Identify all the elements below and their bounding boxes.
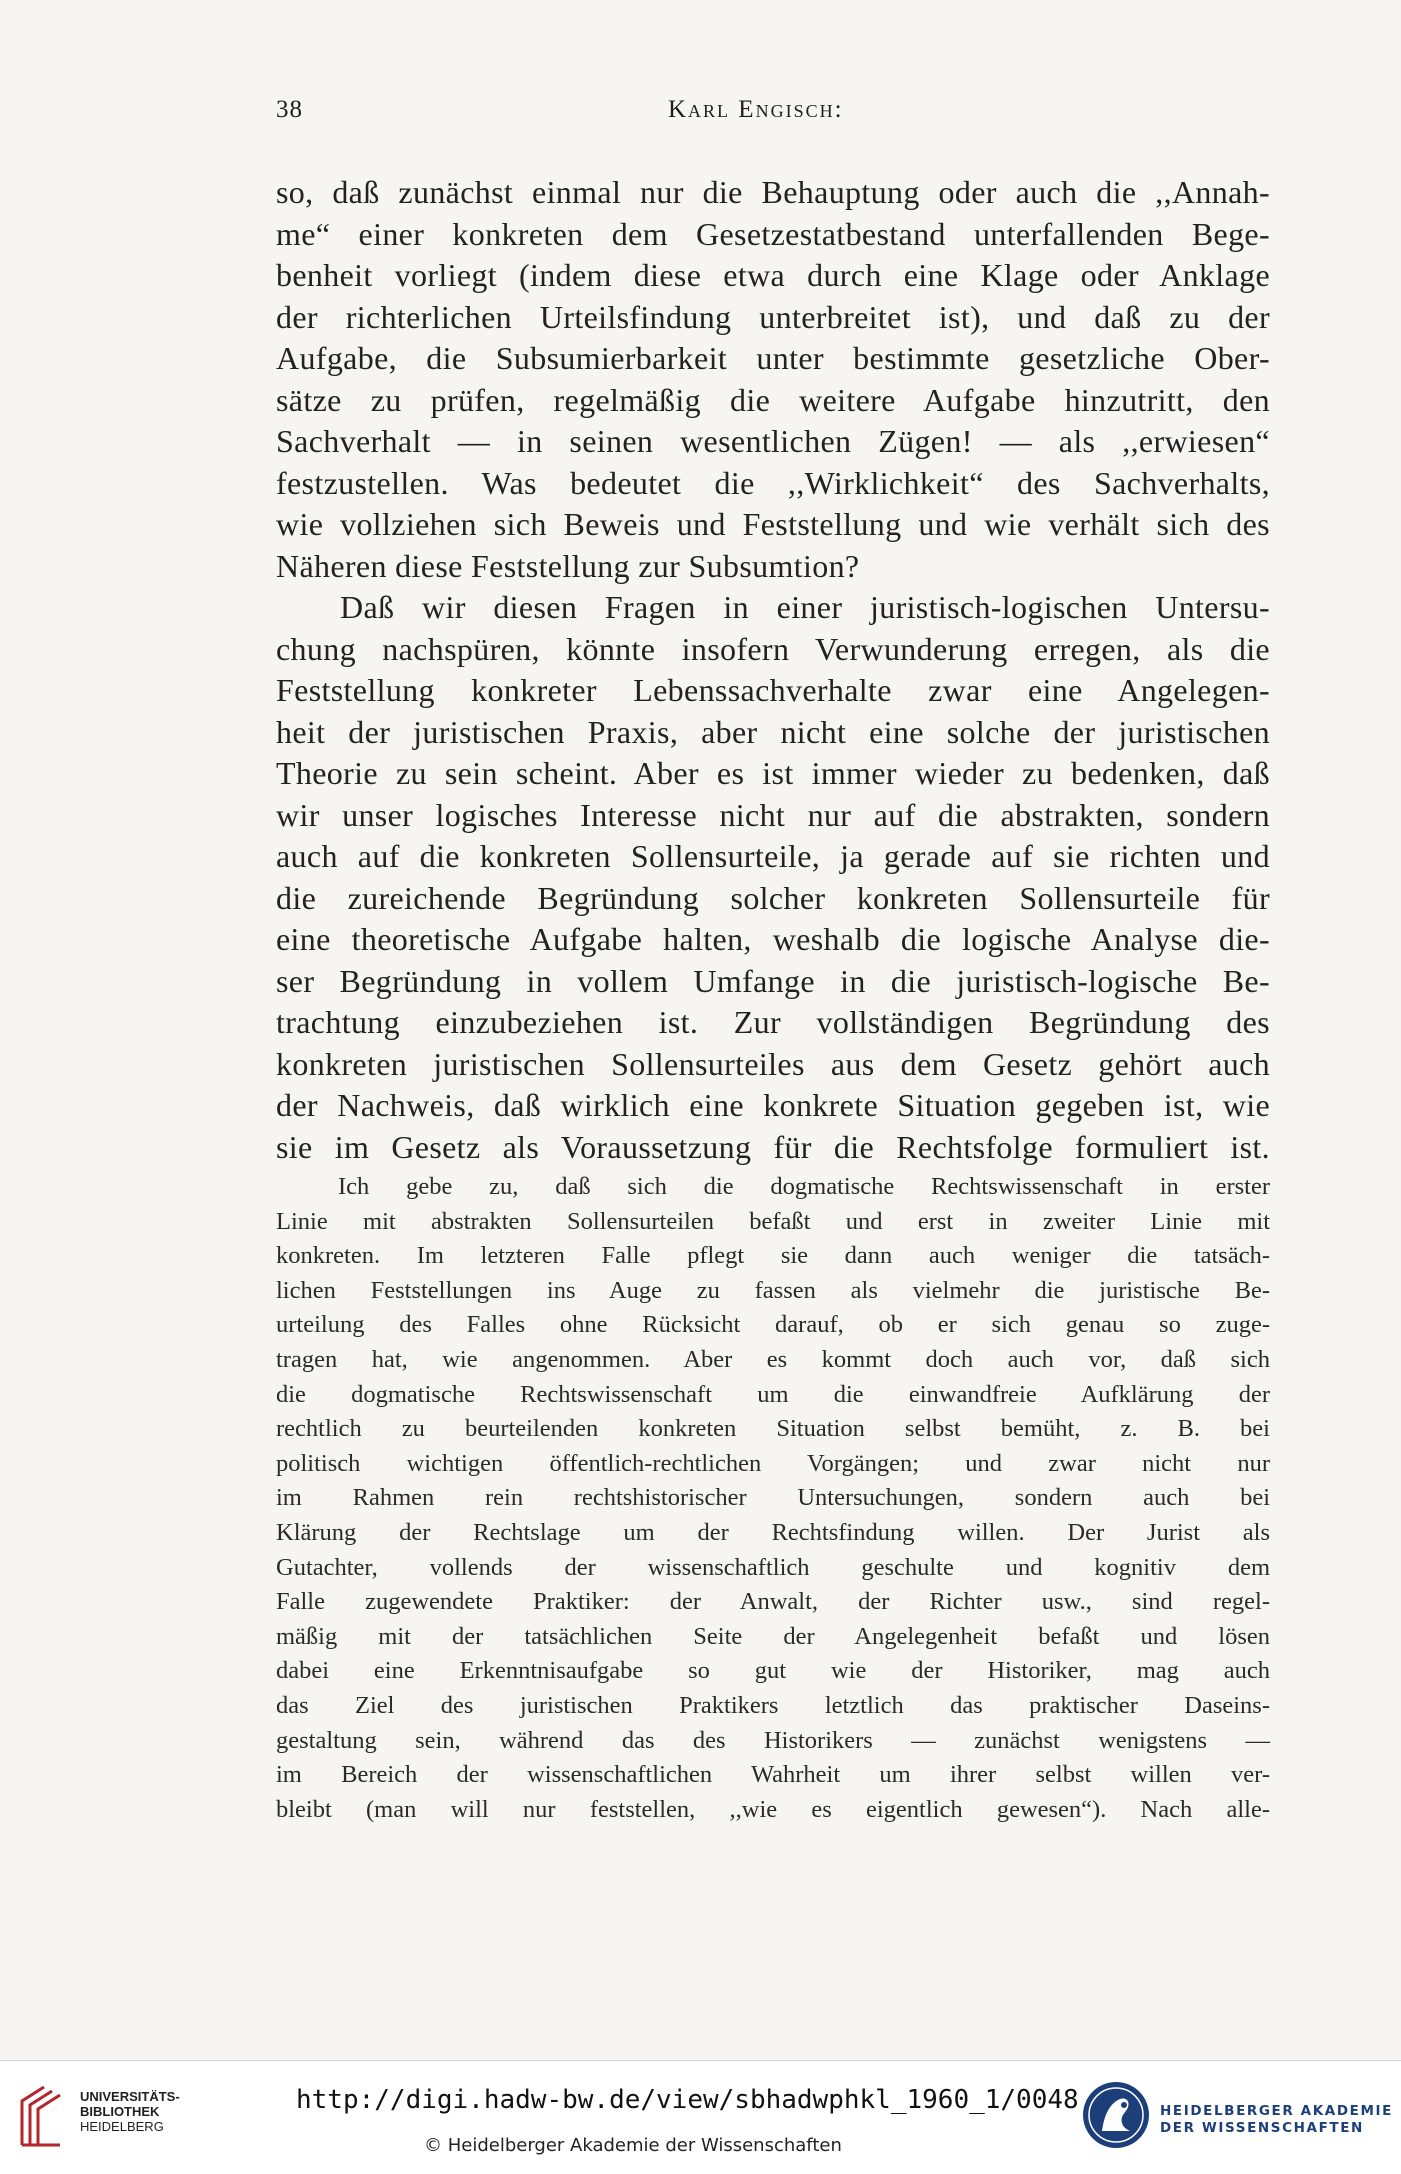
footnote-line: Ich gebe zu, daß sich die dogmatische Rechtswissenschaft in erster [338, 1173, 1270, 1200]
academy-line: HEIDELBERGER AKADEMIE [1160, 2103, 1393, 2119]
text-line: die zureichende Begründung solcher konkreten Sollensurteile für [276, 879, 1270, 916]
footnote-line: dabei eine Erkenntnisaufgabe so gut wie der Historiker, mag auch [276, 1657, 1270, 1685]
footnote-line: Linie mit abstrakten Sollensurteilen befaßt und erst in zweiter Linie mit [276, 1207, 1270, 1235]
page-header [276, 96, 1270, 136]
footnote-line: Gutachter, vollends der wissenschaftlich geschulte und kognitiv dem [276, 1553, 1270, 1581]
academy-seal-icon[interactable] [1080, 2075, 1152, 2155]
text-line: so, daß zunächst einmal nur die Behauptung oder auch die ,,Annah- [276, 174, 1270, 210]
text-line: der richterlichen Urteilsfindung unterbreitet ist), und daß zu der [276, 298, 1270, 335]
footnote-line: gestaltung sein, während das des Historikers — zunächst wenigstens — [276, 1726, 1270, 1754]
text-line: konkreten juristischen Sollensurteiles aus dem Gesetz gehört auch [276, 1045, 1270, 1082]
text-line: auch auf die konkreten Sollensurteile, ja gerade auf sie richten und [276, 838, 1270, 874]
text-line: wie vollziehen sich Beweis und Feststellung und wie verhält sich des [276, 506, 1270, 542]
academy-line: DER WISSENSCHAFTEN [1160, 2120, 1364, 2136]
text-line: chung nachspüren, könnte insofern Verwunderung erregen, als die [276, 630, 1270, 667]
footnote-line: Falle zugewendete Praktiker: der Anwalt, der Richter usw., sind regel- [276, 1588, 1270, 1616]
ub-line: BIBLIOTHEK [80, 2104, 160, 2119]
text-line: trachtung einzubeziehen ist. Zur vollständigen Begründung des [276, 1004, 1270, 1040]
footnote-line: Klärung der Rechtslage um der Rechtsfindung willen. Der Jurist als [276, 1518, 1270, 1546]
text-line: festzustellen. Was bedeutet die ,,Wirklichkeit“ des Sachverhalts, [276, 464, 1270, 501]
main-text [276, 172, 1270, 1168]
footnote-line: mäßig mit der tatsächlichen Seite der Angelegenheit befaßt und lösen [276, 1622, 1270, 1650]
footnote-line: politisch wichtigen öffentlich-rechtlichen Vorgängen; und zwar nicht nur [276, 1449, 1270, 1477]
text-line: wir unser logisches Interesse nicht nur auf die abstrakten, sondern [276, 796, 1270, 833]
text-line: Theorie zu sein scheint. Aber es ist immer wieder zu bedenken, daß [276, 755, 1270, 791]
text-line: Sachverhalt — in seinen wesentlichen Zügen! — als ,,erwiesen“ [276, 423, 1270, 459]
footnote-line: urteilung des Falles ohne Rücksicht darauf, ob er sich genau so zuge- [276, 1311, 1270, 1339]
university-library-logo-icon[interactable] [14, 2079, 68, 2149]
text-line: Daß wir diesen Fragen in einer juristisch-logischen Untersu- [340, 589, 1270, 625]
text-line: sie im Gesetz als Voraussetzung für die Rechtsfolge formuliert ist. [276, 1128, 1270, 1165]
footnote-line: konkreten. Im letzteren Falle pflegt sie dann auch weniger die tatsäch- [276, 1242, 1270, 1270]
footnote-line: lichen Feststellungen ins Auge zu fassen als vielmehr die juristische Be- [276, 1276, 1270, 1304]
text-line: sätze zu prüfen, regelmäßig die weitere Aufgabe hinzutritt, den [276, 381, 1270, 418]
footnote-line: tragen hat, wie angenommen. Aber es kommt doch auch vor, daß sich [276, 1345, 1270, 1373]
text-line: ser Begründung in vollem Umfange in die juristisch-logische Be- [276, 962, 1270, 999]
source-url-link[interactable]: http://digi.hadw-bw.de/view/sbhadwphkl_1960_1/0048 [296, 2085, 1079, 2115]
footnote-line: im Rahmen rein rechtshistorischer Untersuchungen, sondern auch bei [276, 1484, 1270, 1512]
text-line: Aufgabe, die Subsumierbarkeit unter bestimmte gesetzliche Ober- [276, 340, 1270, 376]
text-line: heit der juristischen Praxis, aber nicht eine solche der juristischen [276, 713, 1270, 750]
university-library-name [80, 2089, 180, 2134]
footnote-block [276, 1170, 1270, 1827]
ub-line: HEIDELBERG [80, 2119, 164, 2134]
running-head: Karl Engisch: [668, 96, 844, 123]
text-line: Feststellung konkreter Lebenssachverhalte zwar eine Angelegen- [276, 672, 1270, 708]
footnote-line: das Ziel des juristischen Praktikers letztlich das praktischer Daseins- [276, 1691, 1270, 1719]
text-line: der Nachweis, daß wirklich eine konkrete Situation gegeben ist, wie [276, 1087, 1270, 1123]
footnote-line: bleibt (man will nur feststellen, ,,wie es eigentlich gewesen“). Nach alle- [276, 1795, 1270, 1823]
academy-name [1160, 2103, 1393, 2137]
page-number: 38 [276, 96, 303, 123]
text-line: benheit vorliegt (indem diese etwa durch eine Klage oder Anklage [276, 257, 1270, 293]
footnote-line: rechtlich zu beurteilenden konkreten Situation selbst bemüht, z. B. bei [276, 1415, 1270, 1443]
ub-line: UNIVERSITÄTS- [80, 2089, 180, 2104]
footnote-line: im Bereich der wissenschaftlichen Wahrheit um ihrer selbst willen ver- [276, 1761, 1270, 1789]
copyright-notice: © Heidelberger Akademie der Wissenschaften [424, 2135, 842, 2156]
text-line: Näheren diese Feststellung zur Subsumtion? [276, 547, 860, 584]
footer-bar [0, 2060, 1401, 2174]
footnote-line: die dogmatische Rechtswissenschaft um die einwandfreie Aufklärung der [276, 1380, 1270, 1408]
text-line: me“ einer konkreten dem Gesetzestatbestand unterfallenden Bege- [276, 215, 1270, 252]
text-line: eine theoretische Aufgabe halten, weshalb die logische Analyse die- [276, 921, 1270, 957]
